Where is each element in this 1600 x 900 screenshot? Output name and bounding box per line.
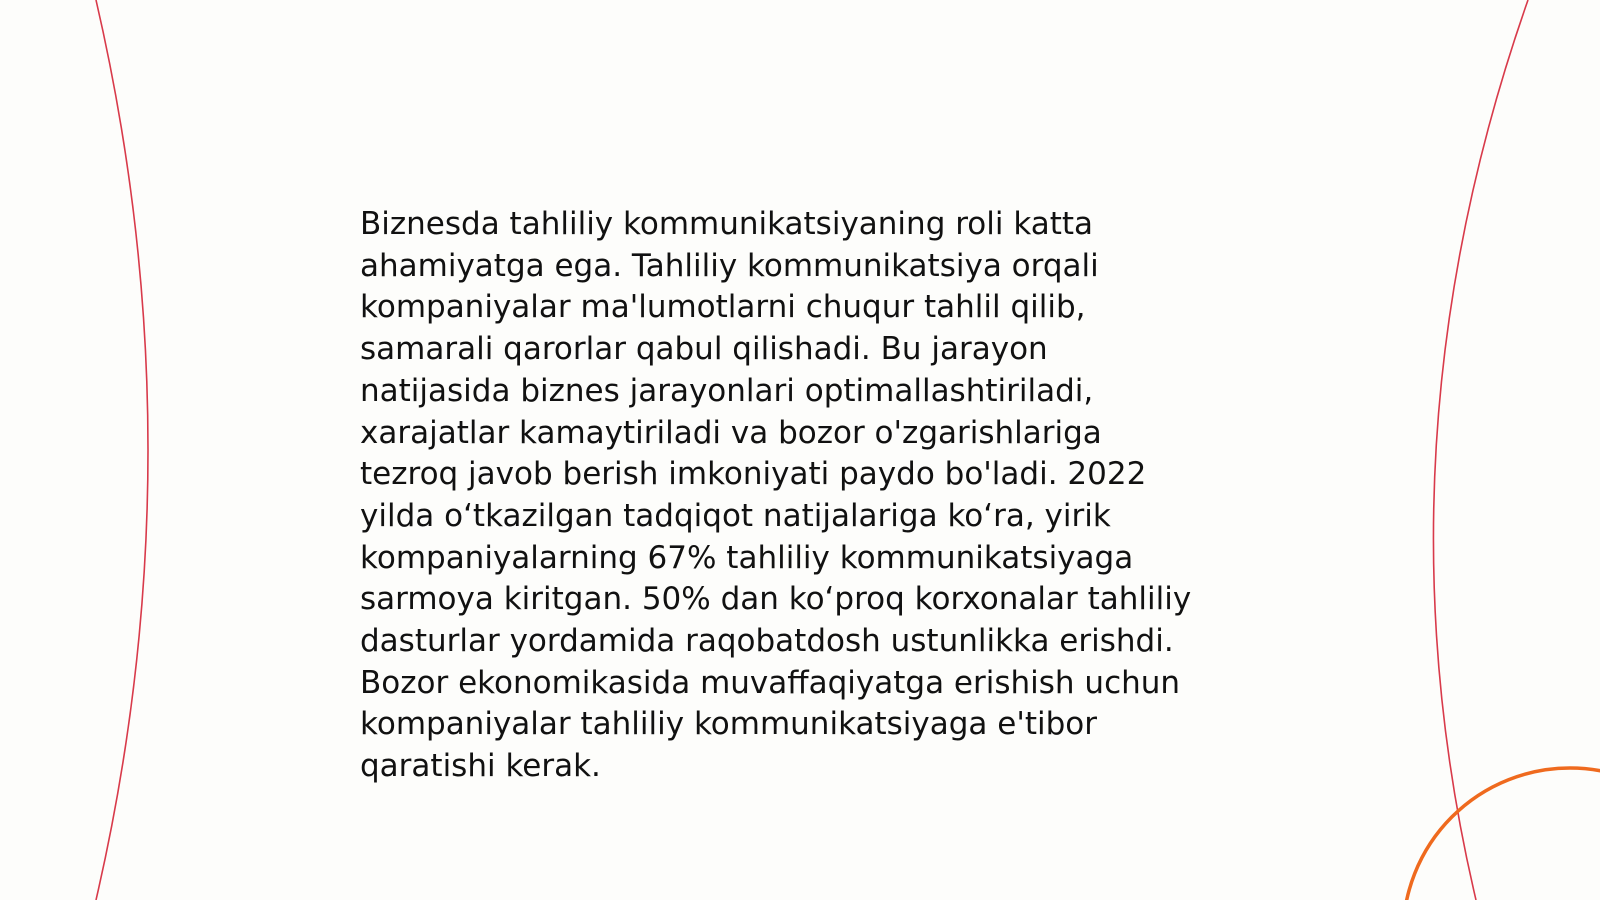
orange-arc [1403, 768, 1600, 900]
body-paragraph: Biznesda tahliliy kommunikatsiyaning roli katta ahamiyatga ega. Tahliliy kommunikatsiya orqali kompaniyalar ma'lumotlarni chuqur tahlil qilib, samarali qarorlar qabul qilishadi. Bu jarayon natijasida biznes jarayonlari optimallashtiriladi, xarajatlar kamaytiriladi va bozor o'zgarishlariga tezroq javob berish imkoniyati paydo bo'ladi. 2022 yilda oʻtkazilgan tadqiqot natijalariga koʻra, yirik kompaniyalarning 67% tahliliy kommunikatsiyaga sarmoya kiritgan. 50% dan koʻproq korxonalar tahliliy dasturlar yordamida raqobatdosh ustunlikka erishdi. Bozor ekonomikasida muvaffaqiyatga erishish uchun kompaniyalar tahliliy kommunikatsiyaga e'tibor qaratishi kerak. [360, 206, 1192, 785]
right-curve-line [1433, 0, 1528, 900]
left-curve-line [96, 0, 148, 900]
